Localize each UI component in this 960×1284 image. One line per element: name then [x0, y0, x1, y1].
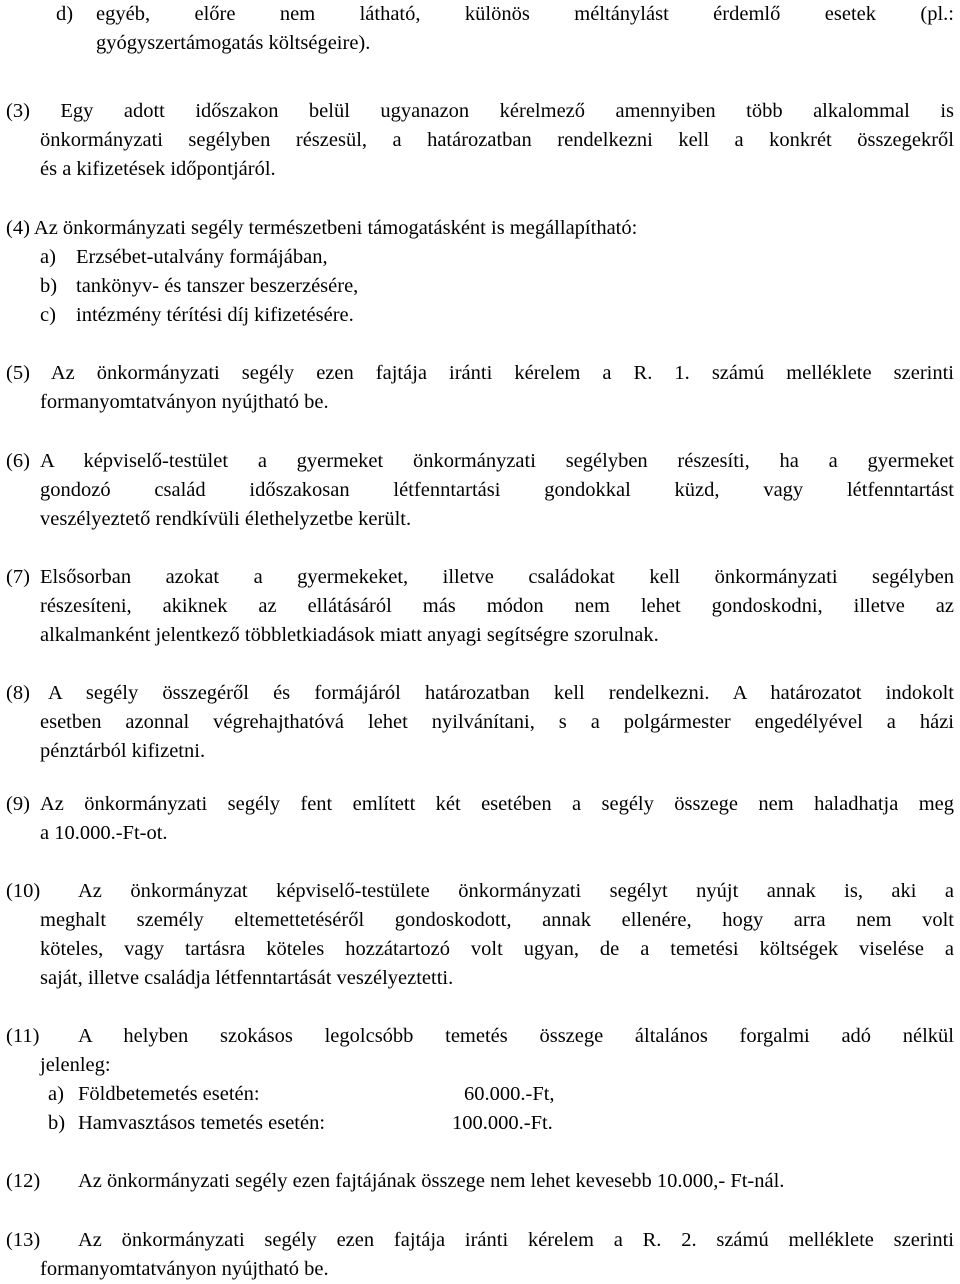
- paragraph-10: [0, 877, 960, 993]
- item-marker: d): [56, 3, 74, 25]
- paragraph-line: formanyomtatványon nyújtható be.: [40, 1258, 329, 1280]
- paragraph-marker: (11): [6, 1025, 40, 1047]
- item-marker: b): [48, 1112, 66, 1134]
- list-item: tankönyv- és tanszer beszerzésére,: [76, 275, 359, 297]
- paragraph-line: A képviselő-testület a gyermeket önkormányzati segélyben részesíti, ha a gyermeket: [40, 450, 954, 472]
- paragraph-line: A segély összegéről és formájáról határozatban kell rendelkezni. A határozatot indokolt: [48, 682, 954, 704]
- paragraph-9: [0, 790, 960, 848]
- paragraph-line: egyéb, előre nem látható, különös méltánylást érdemlő esetek (pl.:: [96, 3, 954, 25]
- paragraph-8: [0, 679, 960, 766]
- paragraph-11: [0, 1022, 960, 1138]
- list-item: intézmény térítési díj kifizetésére.: [76, 304, 354, 326]
- paragraph-line: és a kifizetések időpontjáról.: [40, 158, 276, 180]
- paragraph-marker: (6): [6, 450, 30, 472]
- paragraph-line: Az önkormányzat képviselő-testülete önkormányzati segélyt nyújt annak is, aki a: [78, 880, 954, 902]
- paragraph-line: Elsősorban azokat a gyermekeket, illetve családokat kell önkormányzati segélyben: [40, 566, 954, 588]
- paragraph-line: jelenleg:: [40, 1054, 111, 1076]
- paragraph-13: [0, 1226, 960, 1284]
- paragraph-d: [0, 0, 960, 58]
- paragraph-marker: (13): [6, 1229, 41, 1251]
- paragraph-line: részesíteni, akiknek az ellátásáról más módon nem lehet gondoskodni, illetve az: [40, 595, 954, 617]
- paragraph-line: pénztárból kifizetni.: [40, 740, 206, 762]
- paragraph-line: (4) Az önkormányzati segély természetbeni támogatásként is megállapítható:: [6, 217, 638, 239]
- list-item-amount: 60.000.-Ft,: [464, 1083, 555, 1105]
- paragraph-marker: (10): [6, 880, 41, 902]
- paragraph-line: Az önkormányzati segély ezen fajtájának összege nem lehet kevesebb 10.000,- Ft-nál.: [78, 1170, 785, 1192]
- list-item-label: Földbetemetés esetén:: [78, 1083, 260, 1105]
- paragraph-line: formanyomtatványon nyújtható be.: [40, 391, 329, 413]
- paragraph-line: veszélyeztető rendkívüli élethelyzetbe került.: [40, 508, 412, 530]
- paragraph-4: [0, 214, 960, 330]
- paragraph-line: gondozó család időszakosan létfenntartási gondokkal küzd, vagy létfenntartást: [40, 479, 954, 501]
- paragraph-line: meghalt személy eltemettetéséről gondoskodott, annak ellenére, hogy arra nem volt: [40, 909, 954, 931]
- paragraph-line: Az önkormányzati segély ezen fajtája iránti kérelem a R. 2. számú melléklete szerinti: [78, 1229, 954, 1251]
- paragraph-5: [0, 359, 960, 417]
- paragraph-marker: (9): [6, 793, 30, 815]
- item-marker: b): [40, 275, 58, 297]
- paragraph-line: a 10.000.-Ft-ot.: [40, 822, 168, 844]
- paragraph-7: [0, 563, 960, 650]
- list-item-label: Hamvasztásos temetés esetén:: [78, 1112, 326, 1134]
- paragraph-line: önkormányzati segélyben részesül, a határozatban rendelkezni kell a konkrét összegekről: [40, 129, 954, 151]
- paragraph-3: [0, 97, 960, 184]
- paragraph-marker: (7): [6, 566, 30, 588]
- paragraph-line: gyógyszertámogatás költségeire).: [96, 32, 371, 54]
- paragraph-12: [0, 1167, 960, 1196]
- paragraph-line: esetben azonnal végrehajthatóvá lehet nyilvánítani, s a polgármester engedélyével a házi: [40, 711, 954, 733]
- item-marker: a): [48, 1083, 64, 1105]
- item-marker: a): [40, 246, 56, 268]
- paragraph-6: [0, 447, 960, 534]
- paragraph-line: köteles, vagy tartásra köteles hozzátartozó volt ugyan, de a temetési költségek viselése a: [40, 938, 954, 960]
- item-marker: c): [40, 304, 56, 326]
- list-item: Erzsébet-utalvány formájában,: [76, 246, 328, 268]
- paragraph-marker: (8): [6, 682, 30, 704]
- paragraph-line: (5) Az önkormányzati segély ezen fajtája iránti kérelem a R. 1. számú melléklete szerinti: [6, 362, 954, 384]
- paragraph-line: (3) Egy adott időszakon belül ugyanazon kérelmező amennyiben több alkalommal is: [6, 100, 954, 122]
- paragraph-line: A helyben szokásos legolcsóbb temetés összege általános forgalmi adó nélkül: [78, 1025, 954, 1047]
- list-item-amount: 100.000.-Ft.: [452, 1112, 553, 1134]
- paragraph-line: saját, illetve családja létfenntartását veszélyeztetti.: [40, 967, 454, 989]
- paragraph-line: alkalmanként jelentkező többletkiadások miatt anyagi segítségre szorulnak.: [40, 624, 659, 646]
- paragraph-marker: (12): [6, 1170, 41, 1192]
- paragraph-line: Az önkormányzati segély fent említett két esetében a segély összege nem haladhatja meg: [40, 793, 954, 815]
